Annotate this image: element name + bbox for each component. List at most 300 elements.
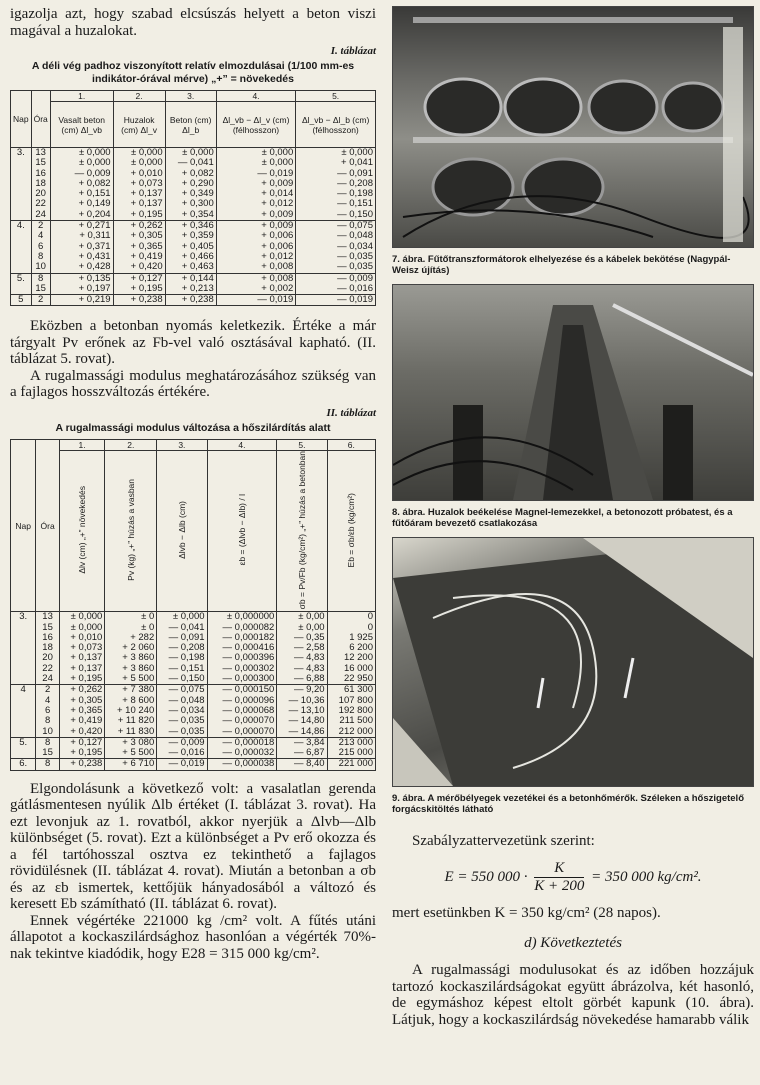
table2-value: ± 0 [141,621,155,633]
table1-value: + 0,311 [79,230,111,242]
table2-value: 107 800 [338,694,373,706]
table1-value: + 0,371 [78,240,111,252]
table2-colnum: 5. [277,439,327,450]
table2-column-header: σb = Pv/Fb (kg/cm²) „+” húzás a betonban [296,450,307,610]
formula-fraction [534,860,584,895]
paragraph-conclusion: A rugalmassági modulusokat és az időben hozzájuk tartozó kockaszilárdságokat együtt ábrázolva, két hasonló, de egymáshoz képest eltolt görbét kapunk (10. ábra). Látjuk, hogy a kockaszilárdság növekedése hamarabb válik [392,962,754,1028]
table1-value: + 0,420 [130,261,163,273]
table1-value: ± 0,000 [261,147,294,158]
table1-value: ± 0,000 [130,157,163,169]
table2-cell-ora [36,737,60,759]
table1-colnum: 3. [165,91,216,102]
table1-value: — 0,019 [257,167,294,179]
table2-title: A rugalmassági modulus változása a hőszilárdítás alatt [55,421,331,434]
table2-value: 221 000 [338,758,373,770]
table2-row-group [11,737,376,759]
table2-value: 1 925 [349,631,373,643]
table1-cell-ora [31,273,50,295]
table1-value: — 0,019 [257,294,294,306]
table1-value: + 0,305 [130,230,163,242]
table2-cell-nap: 3. [11,612,36,685]
table2-value: — 13,10 [288,704,325,716]
transformer-illustration [393,7,753,247]
table2-value: + 8 600 [122,694,155,706]
table1-cell-ora [31,148,50,221]
table2-value: + 0,073 [70,642,103,654]
table1-colnum: 4. [216,91,296,102]
table1-column-header: Δl_vb − Δl_b (cm) (félhosszon) [296,102,376,148]
table1-value: + 0,271 [78,220,111,232]
table2-value: 6 200 [349,642,373,654]
table2-value: + 7 380 [122,684,155,696]
table2-value: — 9,20 [293,684,325,696]
table1-column-header: Huzalok (cm) Δl_v [113,102,165,148]
table1-value: + 0,197 [78,282,111,294]
paragraph-method: Elgondolásunk a következő volt: a vasalatlan gerenda gátlásmentesen nyúlik Δlb értéket (I. táblázat 3. rovat). Ha ezt levonjuk az 1. rovatból, akkor nyerjük a Δlvb—Δlb különbséget (5. rovat). Ezt a különbséget a Pv erő okozza és a fél tartóhosszal osztva ez tekinthető a fajlagos rövidülésnek (II. táblázat 4. rovat). Miután a betonban a σb és az εb ismertek, kettőjük hányadosából a változó és keresett Eb számítható (II. táblázat 6. rovat). [10,780,376,913]
table1-value: 15 [35,282,46,294]
table1-column-header: Beton (cm) Δl_b [165,102,216,148]
paragraph-final-value: Ennek végértéke 221000 kg /cm² volt. A fűtés utáni állapotot a kockaszilárdsághoz hasonlóan a végérték 70%-nak tekintve kiadódik, hogy E28 = 315 000 kg/cm². [10,912,376,962]
table1-value: — 0,208 [337,177,373,189]
table2-cell-c6 [327,737,375,759]
table2-value: 20 [42,652,53,664]
table1-cell-c3 [165,148,216,221]
table1-cell-c1 [50,295,113,306]
concrete-surface-illustration [393,538,753,786]
table2-header-ora: Óra [36,439,60,611]
table1-value: + 0,137 [130,188,163,200]
table2-value: + 0,195 [70,747,103,759]
paragraph-k-value: mert esetünkben K = 350 kg/cm² (28 napos). [392,904,661,921]
table2-cell-c3 [157,759,207,770]
table2-value: — 0,000070 [222,725,275,737]
table2-cell-c1 [59,737,104,759]
table2-value: 22 [42,662,53,674]
table2-value: 2 [44,684,51,696]
table1-value: + 0,135 [78,272,111,284]
table2-value: — 0,000096 [222,694,275,706]
table1-value: + 0,238 [130,294,163,306]
table1-header-nap: Nap [11,91,32,148]
table2-cell-c4 [207,612,277,685]
table1-cell-ora [31,295,50,306]
table1 [10,90,376,306]
formula-rhs: = 350 000 kg/cm². [591,868,702,885]
table2-value: + 0,365 [70,704,103,716]
table2-value: ± 0 [141,611,155,623]
table1-value: + 0,195 [130,208,163,220]
table2-cell-nap: 4 [11,685,36,737]
table2-value: — 0,000068 [222,704,275,716]
table2-value: + 282 [130,631,155,643]
table2-value: 15 [42,621,53,633]
table1-value: — 0,016 [337,282,373,294]
table2-colnum: 1. [59,439,104,450]
table2-cell-c6 [327,612,375,685]
table1-value: + 0,082 [78,177,111,189]
table1-cell-c1 [50,148,113,221]
table1-value: + 0,006 [261,230,294,242]
table1-cell-c2 [113,295,165,306]
table2-value: + 0,420 [70,725,103,737]
table1-value: + 0,204 [78,208,111,220]
table2-value: ± 0,000 [70,611,103,623]
table1-cell-ora [31,221,50,273]
table2-value: — 0,208 [168,642,205,654]
table2-cell-c2 [105,685,157,737]
table2-column-header: Δlv (cm) „+” növekedés [77,486,88,574]
table2-cell-c4 [207,685,277,737]
table1-value: + 0,002 [261,282,294,294]
table1-value: — 0,150 [337,208,373,220]
table1-value: 2 [38,294,44,306]
table1-value: + 0,151 [78,188,111,200]
paragraph-regulation: Szabályzattervezetünk szerint: [412,833,595,849]
table2-cell-c6 [327,685,375,737]
table2-cell-c3 [157,612,207,685]
table2-column-header: εb = (Δlvb − Δlb) / l [236,494,247,566]
table2-row-group [11,612,376,685]
table1-value: + 0,195 [130,282,163,294]
formula-lhs: E = 550 000 · [444,868,528,885]
table1-value: + 0,405 [181,240,214,252]
table2-value: 8 [44,758,51,770]
table1-label: I. táblázat [330,45,376,57]
table2-row-group [11,685,376,737]
intro-paragraph: igazolja azt, hogy szabad elcsúszás helyett a beton viszi magával a huzalokat. [10,6,376,39]
table1-value: — 0,009 [74,167,111,179]
table1-cell-nap: 4. [11,221,32,273]
table2-value: — 0,000018 [222,736,275,748]
table2-cell-c3 [157,685,207,737]
table1-value: — 0,009 [337,272,373,284]
table2-value: — 0,150 [168,673,205,685]
table2-value: — 0,016 [168,747,205,759]
table2-value: + 0,262 [70,684,103,696]
table2-value: — 0,000396 [222,652,275,664]
table2-value: 15 [42,747,53,759]
table2-value: + 0,195 [70,673,103,685]
table2-value: + 11 820 [117,715,155,727]
table1-value: ± 0,000 [261,157,294,169]
table2-value: — 0,000032 [222,747,275,759]
table2-value: 215 000 [338,747,373,759]
section-heading: d) Következtetés [524,935,622,951]
table2-value: 61 300 [343,684,373,696]
table1-value: + 0,012 [261,198,294,210]
table1-value: 6 [38,240,44,252]
table1-value: ± 0,000 [130,147,163,158]
table2-value: ± 0,00 [298,621,325,633]
table2-value: — 0,000300 [222,673,275,685]
table2-value: 12 200 [343,652,373,664]
table2-cell-c4 [207,737,277,759]
table1-value: + 0,359 [181,230,214,242]
table2-colnum: 4. [207,439,277,450]
table2-value: — 0,000182 [222,631,275,643]
table2-colnum: 3. [157,439,207,450]
table1-cell-nap: 5 [11,295,32,306]
table2-cell-c2 [105,759,157,770]
table2-value: + 11 830 [117,725,155,737]
table1-title: A déli vég padhoz viszonyított relatív elmozdulásai (1/100 mm-es indikátor-órával mérve) „+” = növekedés [31,60,355,85]
table1-cell-c4 [216,221,296,273]
table2-cell-nap: 6. [11,759,36,770]
table1-cell-c5 [296,221,376,273]
table2-colnum: 2. [105,439,157,450]
table2-cell-nap: 5. [11,737,36,759]
table1-value: + 0,008 [261,272,294,284]
table2-value: 8 [44,736,51,748]
figure9-caption: 9. ábra. A mérőbélyegek vezetékei és a betonhőmérők. Széleken a hőszigetelő forgácskitöltés látható [392,793,744,815]
table2-value: + 10 240 [116,704,155,716]
table1-value: — 0,075 [337,220,373,232]
table1-row-group [11,295,376,306]
table1-cell-c1 [50,273,113,295]
table2-value: — 6,88 [293,673,325,685]
table1-value: + 0,006 [261,240,294,252]
table2-value: — 4,83 [293,662,325,674]
table1-cell-c3 [165,221,216,273]
formula-numerator: K [534,860,584,878]
table1-value: + 0,346 [181,220,214,232]
formwork-illustration [393,285,753,500]
table2-value: — 0,000302 [222,662,275,674]
table2-cell-ora [36,759,60,770]
table1-value: — 0,035 [337,261,373,273]
table1-colnum: 2. [113,91,165,102]
table1-column-header: Δl_vb − Δl_v (cm) (félhosszon) [216,102,296,148]
table1-value: + 0,149 [78,198,111,210]
table1-cell-c4 [216,273,296,295]
table1-value: — 0,091 [337,167,373,179]
table2-value: — 10,36 [288,694,325,706]
table1-cell-c3 [165,295,216,306]
figure7-caption: 7. ábra. Fűtőtranszformátorok elhelyezése és a kábelek bekötése (Nagypál-Weisz újítás) [392,254,731,276]
table2-cell-c5 [277,759,327,770]
table2-value: — 0,034 [168,704,205,716]
table2-value: 212 000 [338,725,373,737]
table2-value: + 6 710 [122,758,155,770]
table2-cell-c5 [277,685,327,737]
table2-value: — 0,000038 [222,758,275,770]
figure8-caption: 8. ábra. Huzalok beékelése Magnel-lemezekkel, a betonozott próbatest, és a fűtőáram bevezető csatlakozása [392,507,733,529]
table1-value: 13 [35,147,46,158]
table1-cell-nap: 5. [11,273,32,295]
table2 [10,439,376,771]
table2-value: + 5 500 [122,747,155,759]
table2-value: — 3,84 [293,736,325,748]
table2-value: + 0,419 [70,715,103,727]
table1-value: ± 0,000 [341,147,373,158]
table1-value: 2 [38,220,44,232]
table1-value: ± 0,000 [182,147,214,158]
table1-colnum: 5. [296,91,376,102]
table2-cell-ora [36,685,60,737]
table2-cell-c1 [59,612,104,685]
table2-value: ± 0,00 [298,611,325,623]
table1-cell-c3 [165,273,216,295]
table1-row-group [11,148,376,221]
table2-value: — 0,048 [168,694,205,706]
table1-cell-c1 [50,221,113,273]
table1-value: + 0,009 [261,177,294,189]
table1-value: 4 [38,230,44,242]
table2-header-nap: Nap [11,439,36,611]
table1-value: + 0,144 [181,272,214,284]
table1-value: ± 0,000 [78,147,111,158]
table2-value: — 14,80 [288,715,325,727]
table1-value: + 0,466 [181,250,214,262]
table1-value: — 0,041 [177,157,214,169]
table2-value: — 0,151 [168,662,205,674]
table1-value: 16 [35,167,46,179]
table2-value: — 6,87 [293,747,325,759]
table2-cell-ora [36,612,60,685]
table2-colnum: 6. [327,439,375,450]
table2-value: 16 000 [343,662,373,674]
table2-cell-c1 [59,685,104,737]
table1-column-header: Vasalt beton (cm) Δl_vb [50,102,113,148]
table2-value: + 3 860 [122,652,155,664]
table2-value: — 0,041 [168,621,205,633]
table1-value: + 0,354 [181,208,214,220]
table2-value: ± 0,000000 [226,611,275,623]
paragraph-pressure: Eközben a betonban nyomás keletkezik. Értéke a már tárgyalt Pv erőnek az Fb-vel való osztásával kapható. (II. táblázat 5. rovat). [10,318,376,368]
table1-value: + 0,127 [130,272,163,284]
table1-row-group [11,273,376,295]
left-column [10,6,376,962]
table2-row-group [11,759,376,770]
table1-value: + 0,014 [261,188,294,200]
table2-cell-c3 [157,737,207,759]
table1-value: — 0,034 [337,240,373,252]
table1-value: + 0,008 [261,261,294,273]
table1-value: — 0,151 [337,198,373,210]
table2-value: — 0,000416 [222,642,275,654]
table1-value: + 0,073 [130,177,163,189]
table1-value: + 0,349 [181,188,214,200]
table1-cell-c2 [113,273,165,295]
figure9-photo [392,537,754,787]
table1-value: + 0,290 [181,177,214,189]
modulus-formula [392,860,754,895]
table2-value: — 0,091 [168,631,205,643]
table2-value: 213 000 [338,736,373,748]
table1-value: + 0,009 [261,220,294,232]
table2-value: 10 [42,725,53,737]
table1-value: + 0,365 [130,240,163,252]
table2-value: 192 800 [338,704,373,716]
table1-value: + 0,238 [181,294,214,306]
table1-value: 8 [38,272,44,284]
table1-value: 8 [38,250,44,262]
table2-label: II. táblázat [326,406,376,419]
table2-value: + 2 060 [122,642,155,654]
table2-value: + 3 860 [122,662,155,674]
table1-value: + 0,082 [181,167,214,179]
table2-value: 6 [44,704,51,716]
table2-cell-c5 [277,612,327,685]
table1-cell-nap: 3. [11,148,32,221]
formula-denominator: K + 200 [534,877,585,894]
table2-cell-c2 [105,737,157,759]
table1-cell-c5 [296,273,376,295]
table1-value: + 0,009 [261,208,294,220]
table1-cell-c5 [296,148,376,221]
table2-value: 22 950 [343,673,373,685]
table1-value: + 0,219 [78,294,111,306]
table2-cell-c4 [207,759,277,770]
right-column [392,6,754,1028]
table2-column-header: Eb = σb/εb (kg/cm²) [346,492,357,568]
table2-value: + 0,305 [70,694,103,706]
table2-value: + 0,137 [70,652,103,664]
table1-value: + 0,428 [78,261,111,273]
table2-value: 4 [44,694,51,706]
table2-value: + 0,137 [70,662,103,674]
table1-value: 20 [35,188,46,200]
table2-value: — 0,019 [168,758,205,770]
table1-value: 22 [35,198,46,210]
table1-value: — 0,035 [337,250,373,262]
table2-value: + 0,238 [70,758,103,770]
table2-column-header: Pv (kg) „+” húzás a vasban [125,479,136,582]
table1-value: ± 0,000 [78,157,111,169]
table2-value: — 8,40 [293,758,325,770]
table1-value: + 0,262 [130,220,163,232]
table1-value: 24 [35,208,46,220]
table2-value: 211 500 [339,715,373,727]
table2-value: 0 [367,611,373,623]
table2-column-header: Δlvb − Δlb (cm) [176,501,187,560]
table1-value: + 0,213 [181,282,214,294]
table1-value: + 0,041 [341,157,373,169]
table2-cell-c6 [327,759,375,770]
table2-value: + 0,127 [70,736,103,748]
table2-value: 13 [42,611,53,623]
table1-cell-c4 [216,148,296,221]
table1-colnum: 1. [50,91,113,102]
table2-value: — 4,83 [293,652,325,664]
table1-value: 15 [35,157,46,169]
table2-value: — 0,198 [168,652,205,664]
table2-value: ± 0,000 [172,611,205,623]
table2-cell-c1 [59,759,104,770]
table2-value: — 0,035 [168,725,205,737]
table1-value: 10 [35,261,46,273]
table2-value: + 3 080 [122,736,155,748]
table2-value: — 0,035 [168,715,205,727]
figure7-photo [392,6,754,248]
table1-value: — 0,198 [337,188,373,200]
table1-value: + 0,010 [130,167,163,179]
table1-value: — 0,048 [337,230,373,242]
table2-cell-c2 [105,612,157,685]
table1-row-group [11,221,376,273]
table1-value: + 0,012 [261,250,294,262]
table1-value: + 0,463 [181,261,214,273]
table1-cell-c2 [113,148,165,221]
table2-value: — 0,000082 [222,621,275,633]
table2-value: — 0,000150 [222,684,275,696]
table2-value: — 2,58 [293,642,325,654]
table2-cell-c5 [277,737,327,759]
table2-value: — 0,075 [168,684,205,696]
table2-value: 18 [42,642,53,654]
table2-value: — 0,000070 [222,715,275,727]
table2-value: 24 [42,673,53,685]
